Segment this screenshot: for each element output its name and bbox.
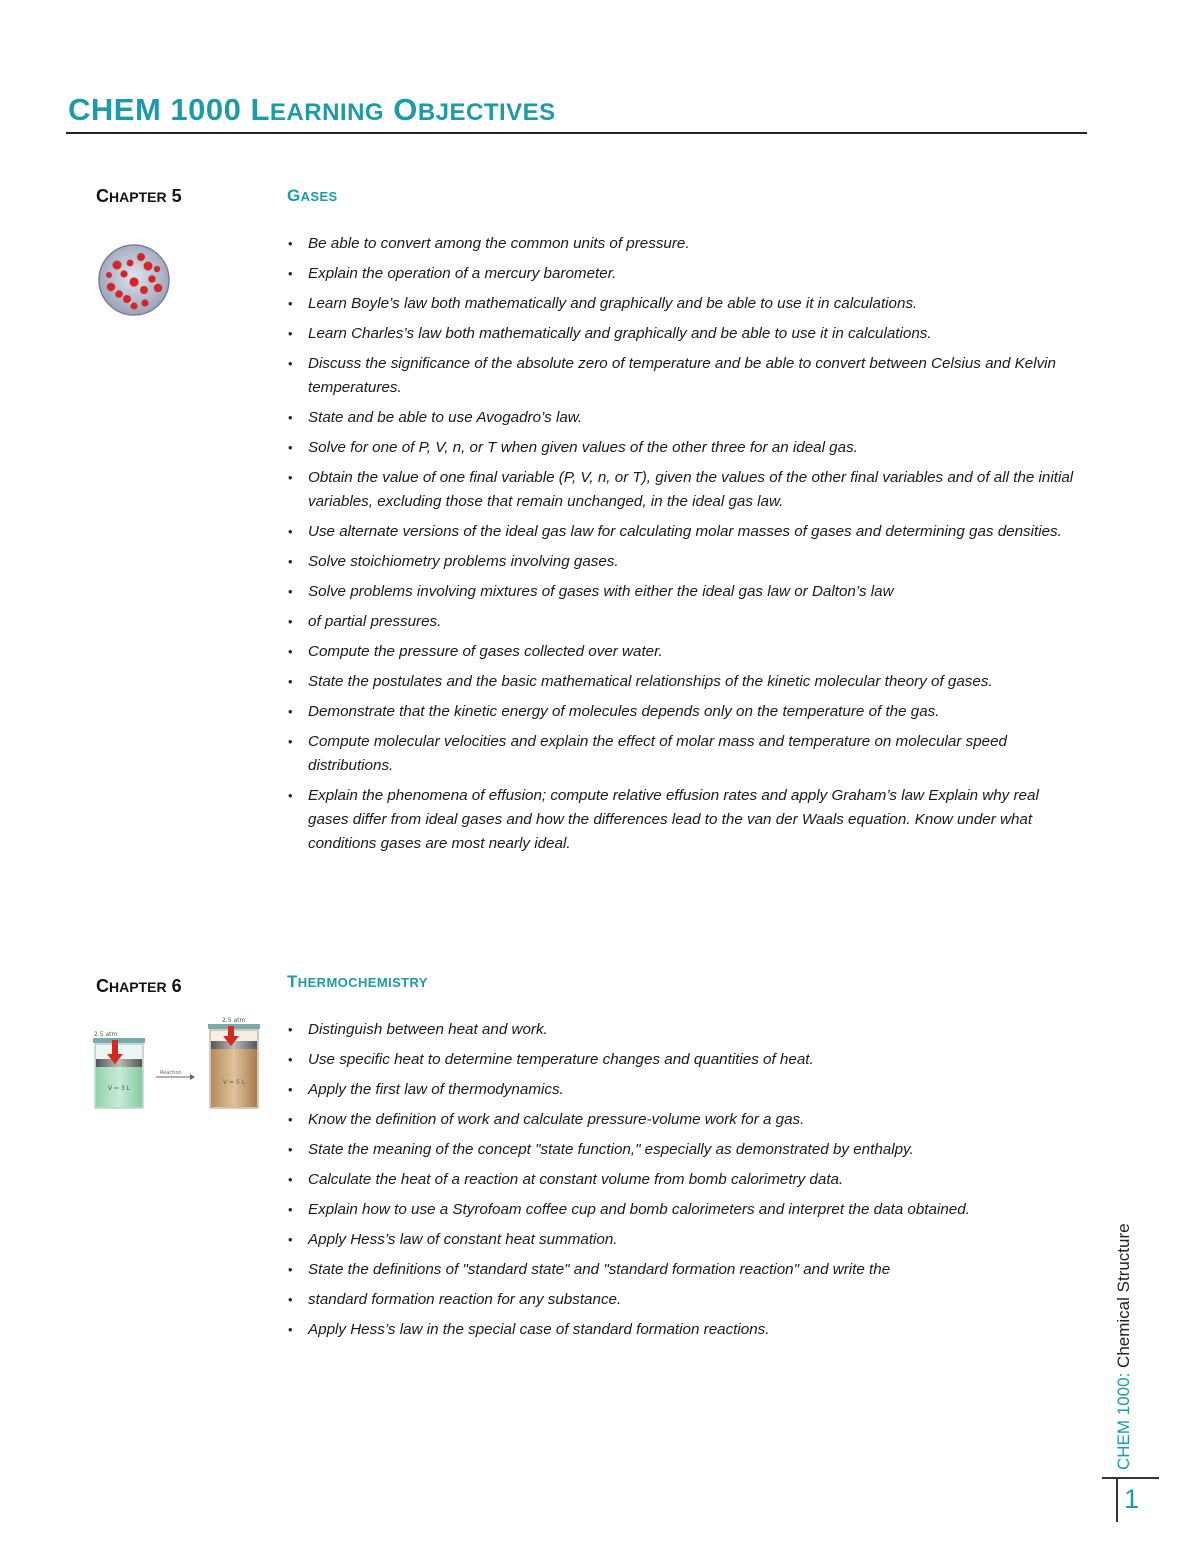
document-title: CHEM 1000 LEARNING OBJECTIVES	[68, 92, 556, 127]
list-item: • Solve for one of P, V, n, or T when given values of the other three for an ideal gas.	[287, 436, 1077, 460]
reaction-arrow-label: Reaction	[160, 1070, 182, 1076]
list-item: • Explain the phenomena of effusion; compute relative effusion rates and apply Graham’s law Explain why real gases differ from ideal gases and how the differences lead to the van der Waals equation. Know under what conditions gases are most nearly ideal.	[287, 784, 1077, 856]
chapter-6-objectives	[287, 1018, 1077, 1342]
list-item: • Know the definition of work and calculate pressure-volume work for a gas.	[287, 1108, 1077, 1132]
list-item: • State and be able to use Avogadro’s law.	[287, 406, 1077, 430]
course-side-label: CHEM 1000: Chemical Structure	[1114, 1223, 1133, 1470]
title-rule	[66, 132, 1087, 134]
list-item: • Compute the pressure of gases collected over water.	[287, 640, 1077, 664]
chapter-5-heading: GASES	[287, 186, 338, 205]
list-item: • Explain the operation of a mercury barometer.	[287, 262, 1077, 286]
list-item: • State the postulates and the basic mathematical relationships of the kinetic molecular theory of gases.	[287, 670, 1077, 694]
list-item: • Discuss the significance of the absolute zero of temperature and be able to convert between Celsius and Kelvin temperatures.	[287, 352, 1077, 400]
volume-label-right: V = 5 L	[223, 1079, 246, 1086]
list-item: • State the definitions of "standard state" and "standard formation reaction" and write the	[287, 1258, 1077, 1282]
list-item: • Distinguish between heat and work.	[287, 1018, 1077, 1042]
gas-molecules-image	[97, 243, 171, 317]
chapter-6-label: CHAPTER 6	[96, 976, 182, 996]
list-item: • Apply Hess’s law of constant heat summation.	[287, 1228, 1077, 1252]
list-item: • Explain how to use a Styrofoam coffee cup and bomb calorimeters and interpret the data obtained.	[287, 1198, 1077, 1222]
list-item: • Compute molecular velocities and explain the effect of molar mass and temperature on molecular speed distributions.	[287, 730, 1077, 778]
pressure-label-right: 2.5 atm	[222, 1017, 246, 1024]
page-number-divider	[1116, 1477, 1118, 1522]
list-item: • Apply Hess’s law in the special case of standard formation reactions.	[287, 1318, 1077, 1342]
page-number-rule	[1102, 1477, 1159, 1479]
list-item: • standard formation reaction for any substance.	[287, 1288, 1077, 1312]
volume-label-left: V = 3 L	[108, 1085, 131, 1092]
pressure-label-left: 2.5 atm	[94, 1031, 118, 1038]
chapter-5-label: CHAPTER 5	[96, 186, 182, 206]
list-item: • Use specific heat to determine temperature changes and quantities of heat.	[287, 1048, 1077, 1072]
list-item: • Obtain the value of one final variable (P, V, n, or T), given the values of the other final variables and of all the initial variables, excluding those that remain unchanged, in the ideal gas law.	[287, 466, 1077, 514]
list-item: • Solve problems involving mixtures of gases with either the ideal gas law or Dalton’s law	[287, 580, 1077, 604]
list-item: • Solve stoichiometry problems involving gases.	[287, 550, 1077, 574]
list-item: • Apply the first law of thermodynamics.	[287, 1078, 1077, 1102]
list-item: • Use alternate versions of the ideal gas law for calculating molar masses of gases and determining gas densities.	[287, 520, 1077, 544]
page-number: 1	[1124, 1484, 1140, 1514]
list-item: • Calculate the heat of a reaction at constant volume from bomb calorimetry data.	[287, 1168, 1077, 1192]
chapter-5-objectives	[287, 232, 1077, 856]
gas-expansion-cylinders-image	[90, 1014, 275, 1114]
chapter-6-heading: THERMOCHEMISTRY	[287, 972, 428, 991]
list-item: • Learn Charles’s law both mathematically and graphically and be able to use it in calculations.	[287, 322, 1077, 346]
list-item: • Learn Boyle’s law both mathematically and graphically and be able to use it in calculations.	[287, 292, 1077, 316]
list-item: • State the meaning of the concept "state function," especially as demonstrated by enthalpy.	[287, 1138, 1077, 1162]
list-item: • Be able to convert among the common units of pressure.	[287, 232, 1077, 256]
list-item: • Demonstrate that the kinetic energy of molecules depends only on the temperature of the gas.	[287, 700, 1077, 724]
list-item: • of partial pressures.	[287, 610, 1077, 634]
